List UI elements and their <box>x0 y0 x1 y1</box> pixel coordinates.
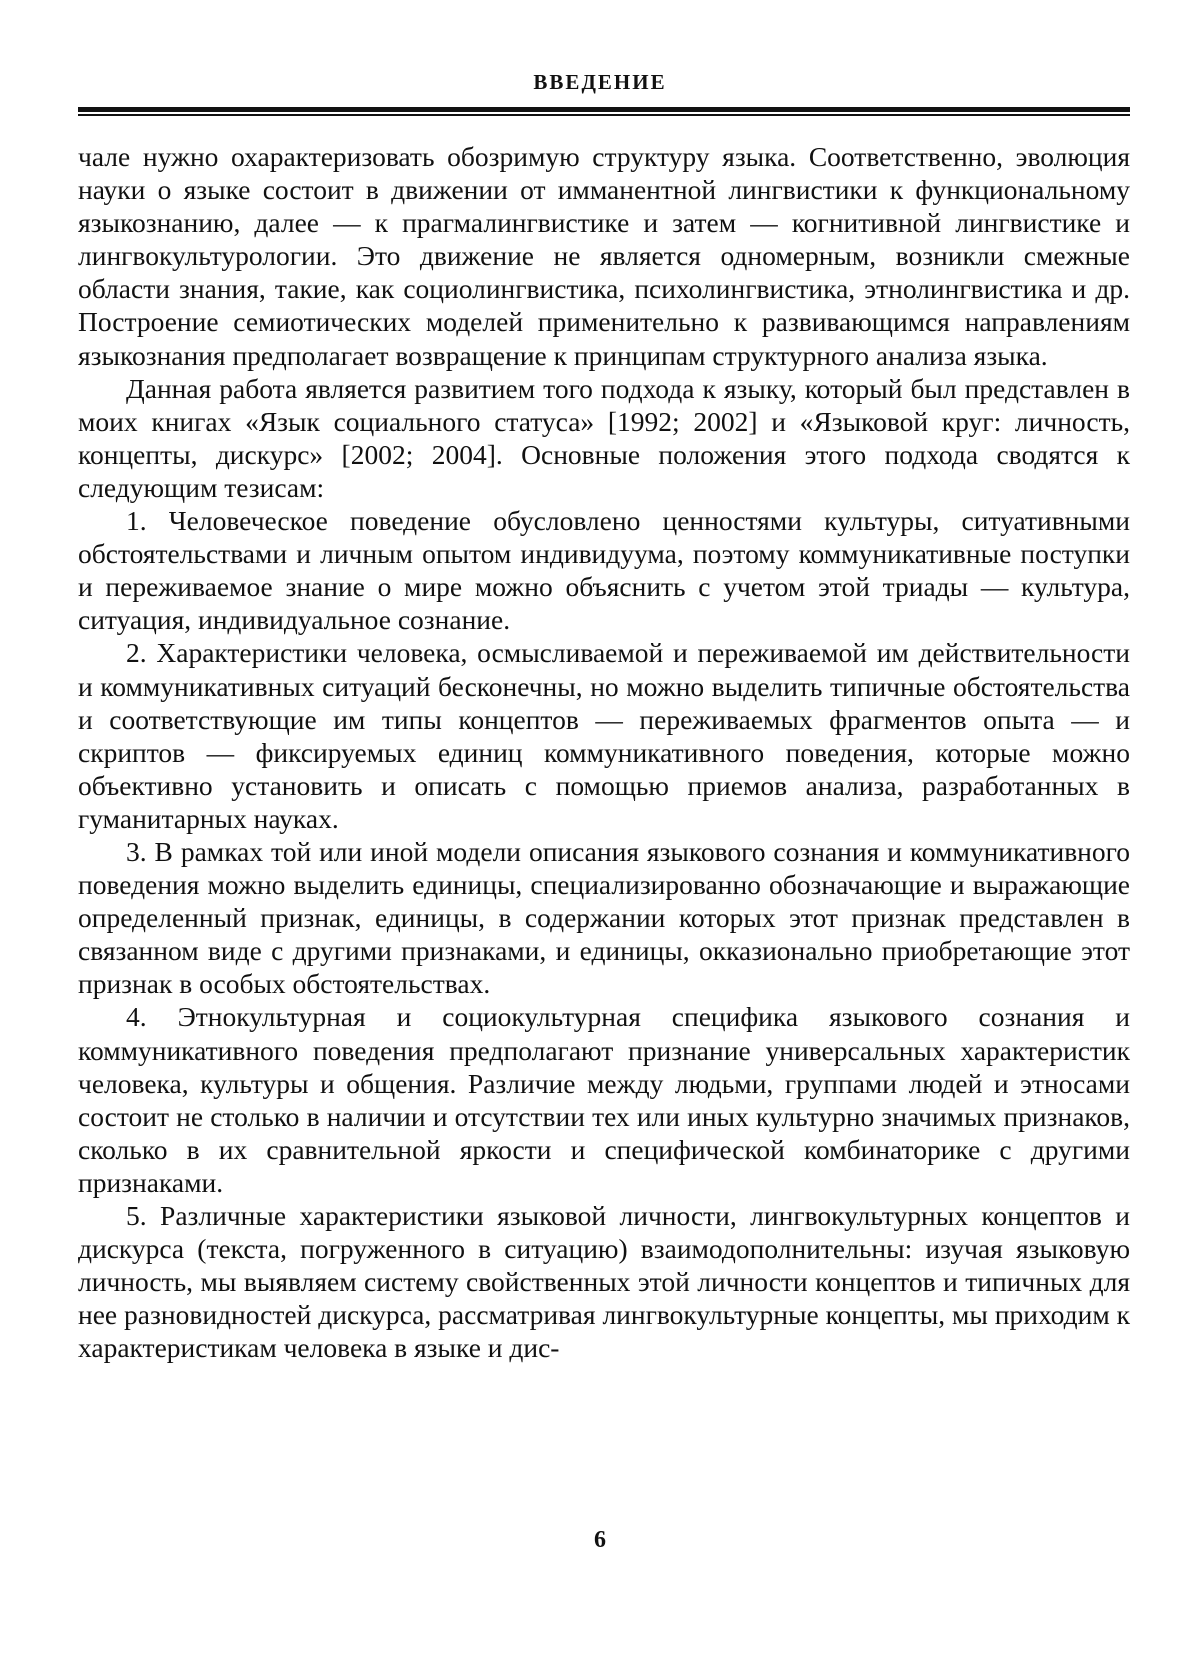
body-text <box>78 140 1130 1364</box>
page-number: 6 <box>594 1527 606 1553</box>
header-rule-thick <box>78 107 1130 112</box>
thesis-4: 4. Этнокультурная и социокультурная специфика языкового сознания и коммуникативного поведения предполагают признание универсальных характеристик человека, культуры и общения. Различие между людьми, группами людей и этносами состоит не столько в наличии и отсутствии тех или иных культурно значимых признаков, сколько в их сравнительной яркости и специфической комбинаторике с другими признаками. <box>78 1001 1130 1198</box>
running-header: ВВЕДЕНИЕ <box>533 70 667 94</box>
paragraph-continuation: чале нужно охарактеризовать обозримую структуру языка. Соответственно, эволюция науки о языке состоит в движении от имманентной лингвистики к функциональному языкознанию, далее — к прагмалингвистике и затем — когнитивной лингвистике и лингвокультурологии. Это движение не является одномерным, возникли смежные области знания, такие, как социолингвистика, психолингвистика, этнолингвистика и др. Построение семиотических моделей применительно к развивающимся направлениям языкознания предполагает возвращение к принципам структурного анализа языка. <box>78 141 1130 371</box>
paragraph-approach: Данная работа является развитием того подхода к языку, который был представлен в моих книгах «Язык социального статуса» [1992; 2002] и «Языковой круг: личность, концепты, дискурс» [2002; 2004]. Основные положения этого подхода сводятся к следующим тезисам: <box>78 372 1130 503</box>
thesis-1: 1. Человеческое поведение обусловлено ценностями культуры, ситуативными обстоятельствами и личным опытом индивидуума, поэтому коммуникативные поступки и переживаемое знание о мире можно объяснить с учетом этой триады — культура, ситуация, индивидуальное сознание. <box>78 505 1130 636</box>
thesis-3: 3. В рамках той или иной модели описания языкового сознания и коммуникативного поведения можно выделить единицы, специализированно обозначающие и выражающие определенный признак, единицы, в содержании которых этот признак представлен в связанном виде с другими признаками, и единицы, окказионально приобретающие этот признак в особых обстоятельствах. <box>78 835 1130 1000</box>
thesis-2: 2. Характеристики человека, осмысливаемой и переживаемой им действительности и коммуникативных ситуаций бесконечны, но можно выделить типичные обстоятельства и соответствующие им типы концептов — переживаемых фрагментов опыта — и скриптов — фиксируемых единиц коммуникативного поведения, которые можно объективно установить и описать с помощью приемов анализа, разработанных в гуманитарных науках. <box>78 637 1130 834</box>
thesis-5: 5. Различные характеристики языковой личности, лингвокультурных концептов и дискурса (текста, погруженного в ситуацию) взаимодополнительны: изучая языковую личность, мы выявляем систему свойственных этой личности концептов и типичных для нее разновидностей дискурса, рассматривая лингвокультурные концепты, мы приходим к характеристикам человека в языке и дис- <box>78 1200 1130 1364</box>
header-rule-thin <box>78 114 1130 116</box>
